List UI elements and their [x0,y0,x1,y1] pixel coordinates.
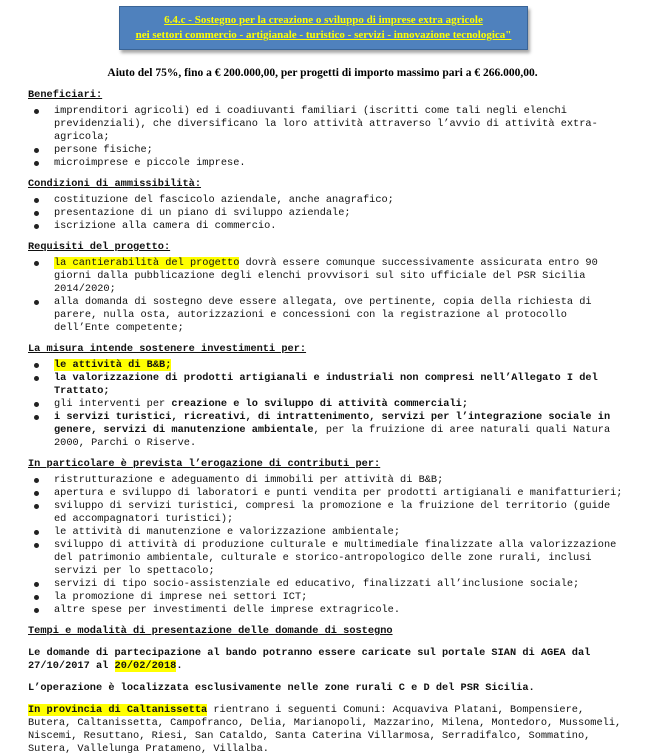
section-title-requisiti: Requisiti del progetto: [28,241,171,253]
list-requisiti [28,257,628,335]
deadline-text: Le domande di partecipazione al bando potranno essere caricate sul portale SIAN di AGEA dal 27/10/2017 al [28,647,591,672]
list-item: la promozione di imprese nei settori ICT; [28,591,628,604]
section-title-condizioni: Condizioni di ammissibilità: [28,178,202,190]
list-item: apertura e sviluppo di laboratori e punti vendita per prodotti artigianali e manifatturieri; [28,487,628,500]
list-item [28,257,628,296]
list-item [28,411,628,450]
list-item-bold: i servizi turistici, ricreativi, di intrattenimento, servizi per l’integrazione sociale in genere, servizi di manutenzione ambientale [54,411,611,436]
aid-amount: Aiuto del 75%, fino a € 200.000,00, per progetti di importo massimo pari a € 266.000,00. [107,67,538,79]
banner-line-1: 6.4.c - Sostegno per la creazione o sviluppo di imprese extra agricole [164,14,483,26]
list-item: costituzione del fascicolo aziendale, anche anagrafico; [28,194,628,207]
list-condizioni [28,194,628,233]
zone-paragraph: L’operazione è localizzata esclusivamente nelle zone rurali C e D del PSR Sicilia. [28,682,535,694]
list-misura [28,359,628,450]
province-paragraph [28,704,628,756]
list-item-text: gli interventi per [54,398,172,410]
list-item-text: dovrà essere comunque successivamente assicurata entro 90 giorni dalla pubblicazione degli elenchi provvisori sul sito ufficiale del PSR Sicilia 2014/2020; [54,257,598,295]
list-item: ristrutturazione e adeguamento di immobili per attività di B&B; [28,474,628,487]
list-item: presentazione di un piano di sviluppo aziendale; [28,207,628,220]
highlight-province: In provincia di Caltanissetta [28,704,208,716]
list-item-bold: creazione e lo sviluppo di attività commerciali; [171,398,469,410]
section-title-misura: La misura intende sostenere investimenti per: [28,343,307,355]
list-item [28,359,628,372]
list-item: alla domanda di sostegno deve essere allegata, ove pertinente, copia della richiesta di parere, nulla osta, autorizzazioni e concessioni con la registrazione al protocollo dell’Ente competente; [28,296,628,335]
banner-line-2: nei settori commercio - artigianale - turistico - servizi - innovazione tecnologica" [135,29,512,41]
list-item [28,398,628,411]
list-item: iscrizione alla camera di commercio. [28,220,628,233]
list-item: imprenditori agricoli) ed i coadiuvanti familiari (iscritti come tali negli elenchi previdenziali), che diversificano la loro attività attraverso l’avvio di attività extra-agricola; [28,105,628,144]
deadline-paragraph: Le domande di partecipazione al bando potranno essere caricate sul portale SIAN di AGEA dal 27/10/2017 al 20/02/2018. [28,647,591,672]
list-item: microimprese e piccole imprese. [28,157,628,170]
section-title-beneficiari: Beneficiari: [28,89,103,101]
highlight-cantierabilita: la cantierabilità del progetto [54,257,240,269]
list-item: sviluppo di servizi turistici, compresi la promozione e la fruizione del territorio (guide ed accompagnatori turistici); [28,500,628,526]
highlight-bb: le attività di B&B; [54,359,172,371]
list-beneficiari [28,105,628,170]
list-contributi [28,474,628,617]
list-item: le attività di manutenzione e valorizzazione ambientale; [28,526,628,539]
list-item: persone fisiche; [28,144,628,157]
document-body [28,89,628,756]
title-banner [119,6,528,50]
section-title-tempi: Tempi e modalità di presentazione delle domande di sostegno [28,625,393,637]
province-comuni: rientrano i seguenti Comuni: Acquaviva Platani, Bompensiere, Butera, Caltanissetta, Campofranco, Delia, Marianopoli, Mazzarino, Milena, Montedoro, Mussomeli, Niscemi, Resuttano, Riesi, San Cataldo, Santa Caterina Villarmosa, Serradifalco, Sommatino, Sutera, Vallelunga Pratameno, Villalba. [28,704,622,755]
list-item: la valorizzazione di prodotti artigianali e industriali non compresi nell’Allegato I del Trattato; [28,372,628,398]
highlight-deadline-date: 20/02/2018 [114,660,177,672]
list-item: sviluppo di attività di produzione culturale e multimediale finalizzate alla valorizzazione del patrimonio ambientale, culturale e storico-antropologico delle zone rurali, inclusi servizi per lo spettacolo; [28,539,628,578]
list-item-text: , per la fruizione di aree naturali quali Natura 2000, Parchi o Riserve. [54,424,611,449]
list-item: servizi di tipo socio-assistenziale ed educativo, finalizzati all’inclusione sociale; [28,578,628,591]
list-item: altre spese per investimenti delle imprese extragricole. [28,604,628,617]
section-title-contributi: In particolare è prevista l’erogazione di contributi per: [28,458,381,470]
